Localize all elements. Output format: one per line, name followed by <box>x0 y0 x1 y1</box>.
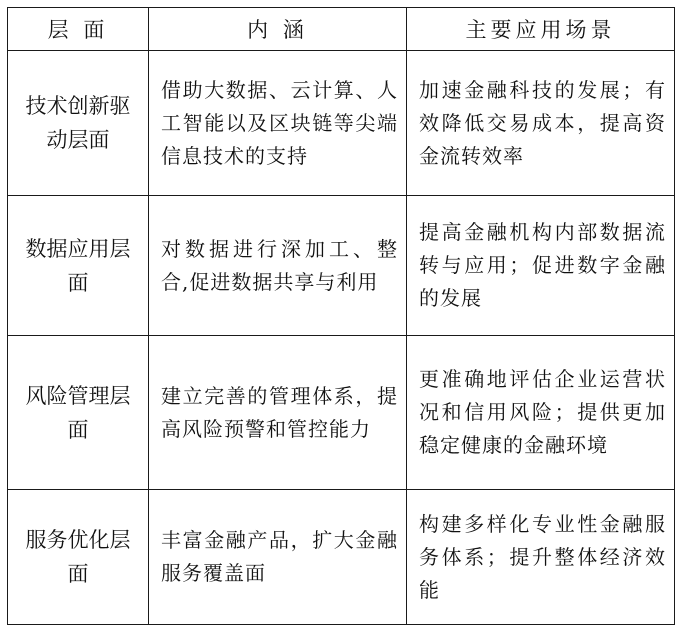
content-cell: 借助大数据、云计算、人工智能以及区块链等尖端信息技术的支持 <box>149 51 407 196</box>
level-cell: 技术创新驱动层面 <box>8 51 149 196</box>
applications-table <box>7 7 675 625</box>
content-cell: 对数据进行深加工、整合,促进数据共享与利用 <box>149 196 407 336</box>
content-cell: 建立完善的管理体系，提高风险预警和管控能力 <box>149 336 407 490</box>
level-cell: 风险管理层面 <box>8 336 149 490</box>
content-cell: 丰富金融产品，扩大金融服务覆盖面 <box>149 490 407 625</box>
table-row <box>8 51 675 196</box>
header-level: 层 面 <box>8 8 149 51</box>
level-cell: 数据应用层面 <box>8 196 149 336</box>
scene-cell: 构建多样化专业性金融服务体系；提升整体经济效能 <box>407 490 675 625</box>
table-row <box>8 336 675 490</box>
table-row <box>8 490 675 625</box>
scene-cell: 提高金融机构内部数据流转与应用；促进数字金融的发展 <box>407 196 675 336</box>
header-scene: 主要应用场景 <box>407 8 675 51</box>
header-content: 内 涵 <box>149 8 407 51</box>
scene-cell: 更准确地评估企业运营状况和信用风险；提供更加稳定健康的金融环境 <box>407 336 675 490</box>
level-cell: 服务优化层面 <box>8 490 149 625</box>
scene-cell: 加速金融科技的发展；有效降低交易成本，提高资金流转效率 <box>407 51 675 196</box>
table-row <box>8 196 675 336</box>
table-header-row <box>8 8 675 51</box>
